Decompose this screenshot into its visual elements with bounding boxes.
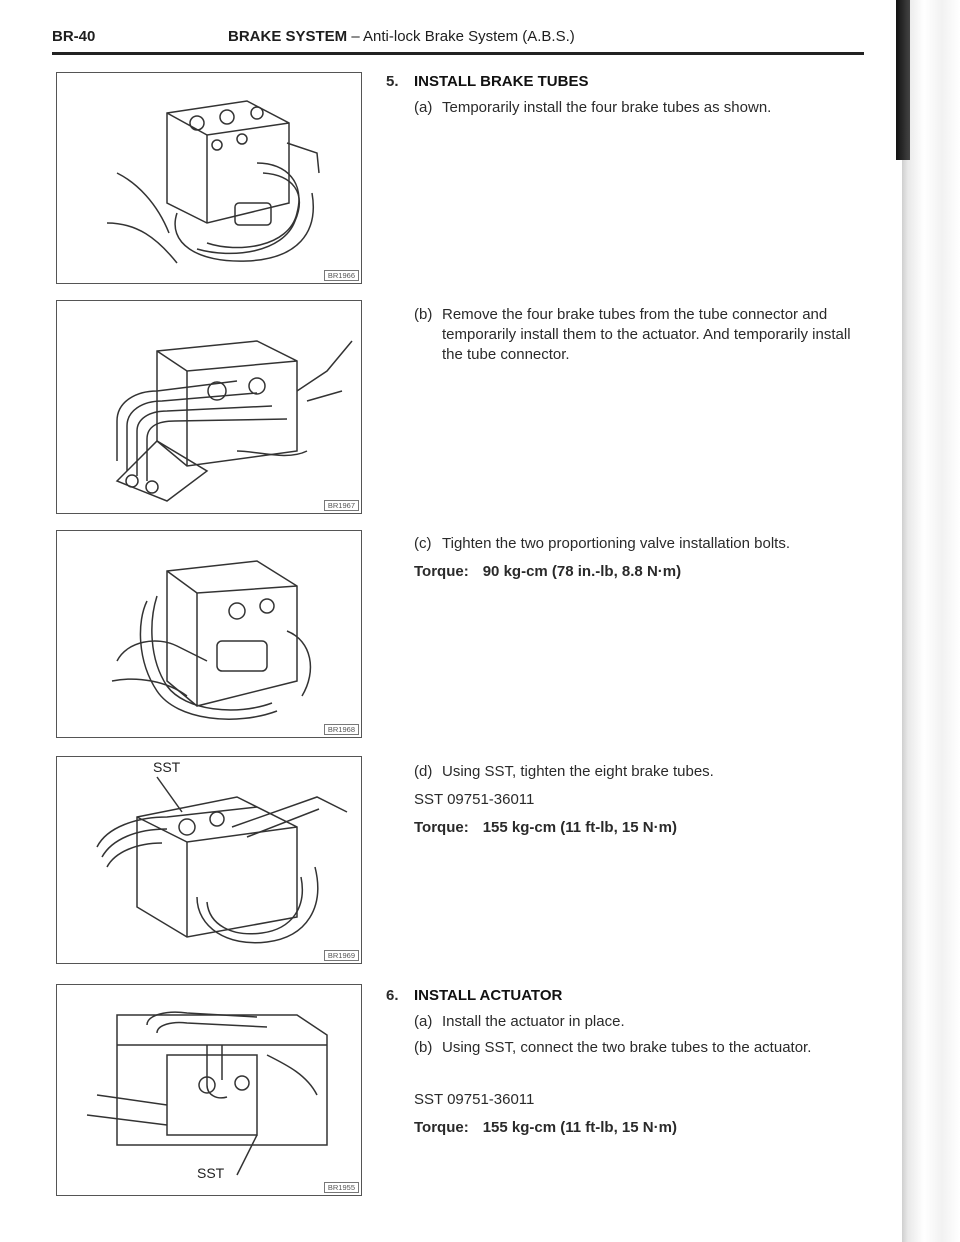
step-5d-sst bbox=[414, 790, 858, 810]
figure-code: BR1955 bbox=[324, 1182, 359, 1193]
figure-install-actuator bbox=[56, 984, 362, 1196]
sst-number: SST 09751-36011 bbox=[414, 791, 535, 808]
step-number: 6. bbox=[386, 987, 399, 1004]
figure-proportioning-valve bbox=[56, 530, 362, 738]
step-title: INSTALL BRAKE TUBES bbox=[414, 73, 589, 90]
page-number: BR-40 bbox=[52, 28, 96, 45]
torque-value: 155 kg-cm (11 ft-lb, 15 N·m) bbox=[482, 819, 677, 836]
step-6-heading bbox=[386, 986, 856, 1006]
sst-number: SST 09751-36011 bbox=[414, 1091, 535, 1108]
actuator-illustration-2 bbox=[57, 301, 361, 513]
actuator-illustration-1 bbox=[57, 73, 361, 283]
step-title: INSTALL ACTUATOR bbox=[414, 987, 563, 1004]
step-5d bbox=[414, 762, 858, 782]
figure-code: BR1968 bbox=[324, 724, 359, 735]
sub-text: Temporarily install the four brake tubes as shown. bbox=[442, 99, 772, 116]
figure-code: BR1969 bbox=[324, 950, 359, 961]
sub-label: (a) bbox=[414, 1013, 433, 1030]
step-6b bbox=[414, 1038, 858, 1058]
figure-code: BR1967 bbox=[324, 500, 359, 511]
sub-label: (b) bbox=[414, 306, 433, 323]
sub-text: Using SST, connect the two brake tubes to the actuator. bbox=[442, 1039, 812, 1056]
binding-shadow bbox=[896, 0, 910, 160]
actuator-illustration-3 bbox=[57, 531, 361, 737]
sst-callout: SST bbox=[153, 759, 181, 775]
torque-value: 155 kg-cm (11 ft-lb, 15 N·m) bbox=[482, 1119, 677, 1136]
section-title bbox=[228, 28, 575, 45]
sub-text: Using SST, tighten the eight brake tubes. bbox=[442, 763, 714, 780]
sub-label: (d) bbox=[414, 763, 433, 780]
header-rule bbox=[52, 52, 864, 55]
sub-label: (c) bbox=[414, 535, 432, 552]
torque-value: 90 kg-cm (78 in.-lb, 8.8 N·m) bbox=[482, 563, 682, 580]
actuator-illustration-5 bbox=[57, 985, 361, 1195]
figure-brake-tubes-temp bbox=[56, 72, 362, 284]
figure-remove-tubes bbox=[56, 300, 362, 514]
step-6-sst bbox=[414, 1090, 858, 1110]
step-number: 5. bbox=[386, 73, 399, 90]
torque-key: Torque: bbox=[414, 563, 469, 580]
sub-text: Tighten the two proportioning valve installation bolts. bbox=[442, 535, 790, 552]
step-6a bbox=[414, 1012, 858, 1032]
figure-code: BR1966 bbox=[324, 270, 359, 281]
step-6-torque bbox=[414, 1118, 858, 1138]
sub-text: Install the actuator in place. bbox=[442, 1013, 625, 1030]
step-5a bbox=[414, 98, 858, 118]
subsection-name: – Anti-lock Brake System (A.B.S.) bbox=[351, 28, 575, 45]
sub-label: (b) bbox=[414, 1039, 433, 1056]
sub-label: (a) bbox=[414, 99, 433, 116]
actuator-illustration-4 bbox=[57, 757, 361, 963]
step-5d-torque bbox=[414, 818, 858, 838]
torque-key: Torque: bbox=[414, 819, 469, 836]
section-name: BRAKE SYSTEM bbox=[228, 28, 348, 45]
torque-key: Torque: bbox=[414, 1119, 469, 1136]
step-5c-torque bbox=[414, 562, 858, 582]
sst-callout: SST bbox=[197, 1165, 225, 1181]
step-5b bbox=[414, 305, 858, 365]
step-5-heading bbox=[386, 72, 856, 92]
page-header bbox=[52, 28, 864, 52]
page-binding-edge bbox=[902, 0, 960, 1242]
sub-text: Remove the four brake tubes from the tube connector and temporarily install them to the actuator. And temporarily install the tube connector. bbox=[442, 306, 851, 363]
figure-tighten-tubes bbox=[56, 756, 362, 964]
step-5c bbox=[414, 534, 858, 554]
